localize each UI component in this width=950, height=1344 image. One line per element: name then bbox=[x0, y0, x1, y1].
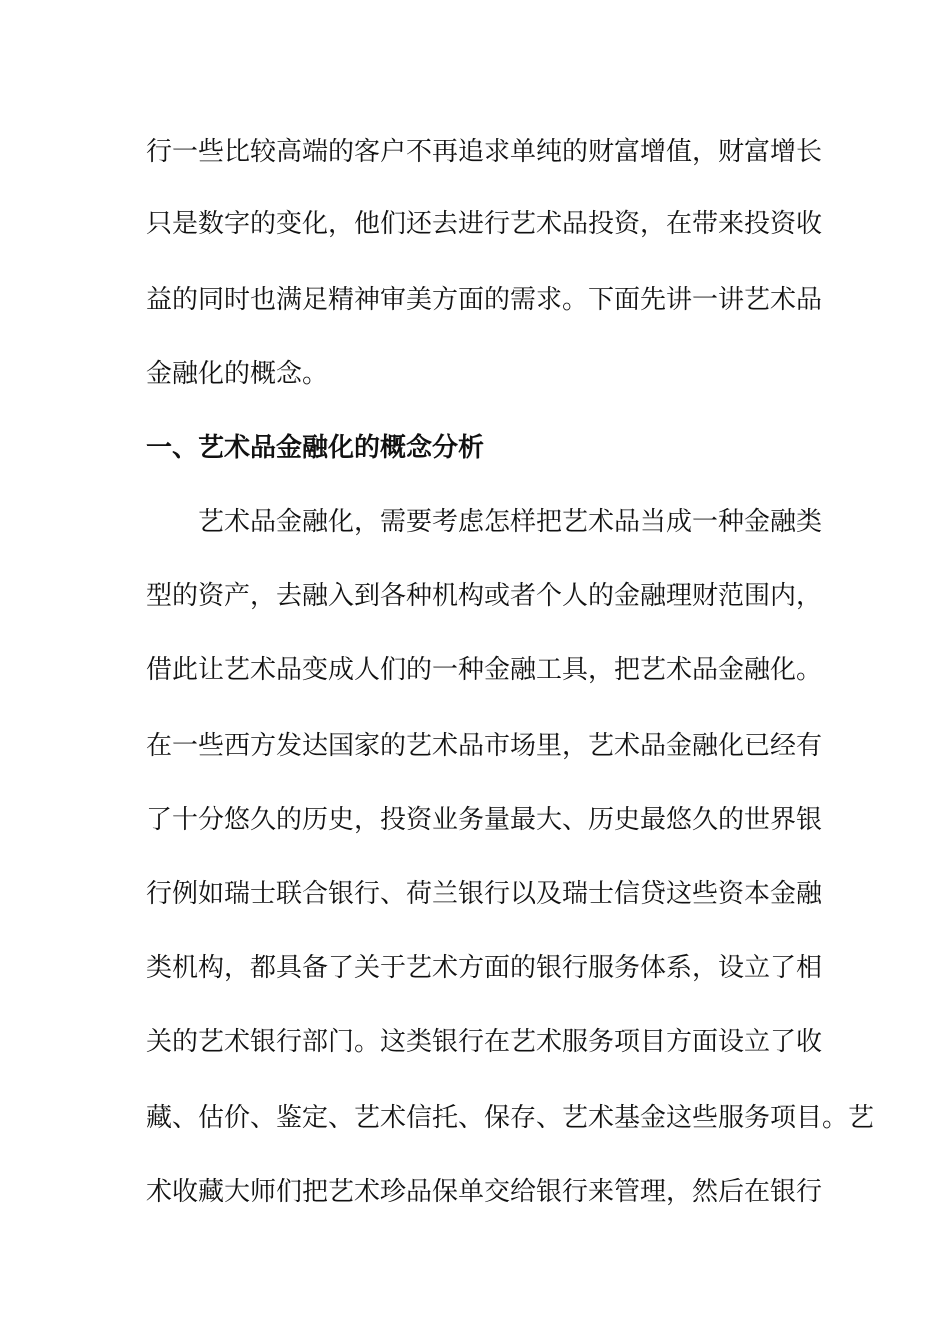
paragraph-line: 行一些比较高端的客户不再追求单纯的财富增值，财富增长 bbox=[146, 137, 823, 167]
paragraph-line: 益的同时也满足精神审美方面的需求。下面先讲一讲艺术品 bbox=[146, 285, 823, 315]
paragraph-line: 只是数字的变化，他们还去进行艺术品投资，在带来投资收 bbox=[146, 209, 823, 239]
paragraph-line: 关的艺术银行部门。这类银行在艺术服务项目方面设立了收 bbox=[146, 1027, 823, 1057]
paragraph-line: 行例如瑞士联合银行、荷兰银行以及瑞士信贷这些资本金融 bbox=[146, 879, 823, 909]
paragraph-line: 艺术品金融化，需要考虑怎样把艺术品当成一种金融类 bbox=[198, 507, 823, 537]
paragraph-line: 术收藏大师们把艺术珍品保单交给银行来管理，然后在银行 bbox=[146, 1177, 823, 1207]
section-heading: 一、艺术品金融化的概念分析 bbox=[146, 433, 485, 463]
paragraph-line: 藏、估价、鉴定、艺术信托、保存、艺术基金这些服务项目。艺 bbox=[146, 1103, 875, 1133]
paragraph-line: 金融化的概念。 bbox=[146, 359, 329, 389]
paragraph-line: 型的资产，去融入到各种机构或者个人的金融理财范围内， bbox=[146, 581, 823, 611]
paragraph-line: 借此让艺术品变成人们的一种金融工具，把艺术品金融化。 bbox=[146, 655, 823, 685]
paragraph-line: 在一些西方发达国家的艺术品市场里，艺术品金融化已经有 bbox=[146, 731, 823, 761]
paragraph-line: 了十分悠久的历史，投资业务量最大、历史最悠久的世界银 bbox=[146, 805, 823, 835]
paragraph-line: 类机构，都具备了关于艺术方面的银行服务体系，设立了相 bbox=[146, 953, 823, 983]
